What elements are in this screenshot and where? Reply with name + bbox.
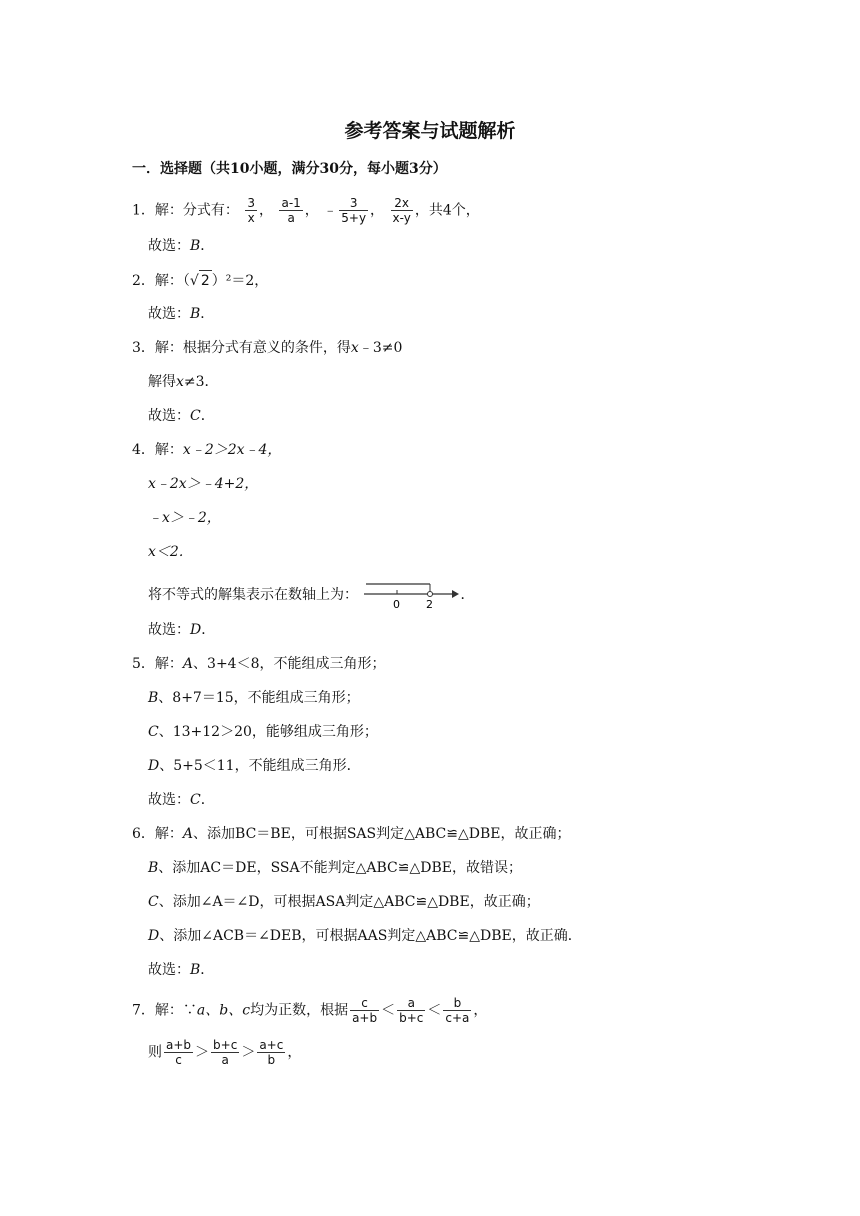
denominator: 5+y [341,211,367,225]
denominator: c+a [445,1011,470,1025]
q6-line [132,824,570,844]
q2-line [132,270,268,291]
q7-mid: 均为正数，根据 [250,1002,349,1019]
answer-letter: B [190,306,201,322]
q4-step [148,542,193,562]
denominator: b+c [399,1011,424,1025]
variables: a、b、c [196,1002,251,1019]
fraction [391,196,413,225]
greater-than: ＞ [241,1044,256,1061]
denominator: b [267,1053,276,1067]
tick-label: 0 [393,598,401,610]
tick-label: 2 [426,598,434,610]
q2-answer [148,304,214,324]
denominator: a [287,211,295,225]
numerator: 2x [391,196,413,211]
fraction [164,1038,193,1067]
answer-suffix: ． [200,306,215,322]
q7-line2 [148,1038,301,1067]
q1-line: 1．解：分式有： $\frac{3}{x}$ ， $\frac{a-1}{a}$ ， ﹣ $\frac{3}{5+y}$ ， $\frac{2x}{x-y}$ ，共4个， [132,196,480,225]
q7-label: 7．解：∵ [132,1002,197,1019]
q4-answer [148,620,215,640]
solve-tail: ≠3． [183,374,219,390]
answer-suffix: ． [200,408,215,424]
sqrt-icon: √ 2 [190,270,212,291]
section-heading: 一．选择题（共10小题，满分30分，每小题3分） [132,161,447,177]
q6-item [148,858,522,878]
answer-letter: B [190,962,201,978]
numerator: 3 [247,196,256,210]
denominator: x [247,211,255,225]
option-text: 、添加AC＝DE，SSA不能判定△ABC≌△DBE，故错误； [158,860,522,876]
minus-sign: ﹣ [323,202,338,219]
numerator: b [443,996,471,1011]
q7-line [132,996,487,1025]
option-text: 、8+7＝15，不能组成三角形； [158,690,360,706]
q7-prefix: 则 [148,1044,162,1061]
fraction [397,996,425,1025]
option-letter: D [148,758,160,774]
numerator: a-1 [281,196,301,210]
step: x﹣2＞2x﹣4， [182,442,282,458]
less-than: ＜ [427,1002,442,1019]
numerator: a+b [166,1038,192,1052]
numerator: b+c [213,1038,238,1052]
fraction [350,996,379,1025]
step: x＜2． [148,544,193,560]
answer-prefix: 故选： [148,408,190,424]
q5-answer [148,790,215,810]
option-text: 、13+12＞20，能够组成三角形； [158,724,378,740]
denominator: c [175,1053,182,1067]
fraction [339,196,368,225]
q6-item [148,926,582,946]
denominator: a [221,1053,229,1067]
option-letter: C [148,724,159,740]
q1-tail: ，共4个， [414,202,480,219]
page-title: 参考答案与试题解析 [344,120,516,142]
fraction [279,196,302,225]
option-letter: A [182,656,194,672]
answer-suffix: ． [200,962,215,978]
option-letter: C [148,894,159,910]
q4-numline-line [148,580,474,610]
variable: x [350,340,359,356]
answer-prefix: 故选： [148,792,190,808]
numerator: a [397,996,425,1011]
q3-answer [148,406,215,426]
answer-letter: C [190,408,201,424]
radicand: 2 [199,270,212,291]
q5-item [148,756,361,776]
numerator: c [350,996,379,1011]
q4-step [148,474,258,494]
q6-label: 6．解： [132,826,183,842]
answer-suffix: ． [200,238,215,254]
q5-item [148,722,378,742]
answer-suffix: ． [201,622,216,638]
q7-tail: ， [473,1002,488,1019]
q3-label: 3．解：根据分式有意义的条件，得 [132,340,351,356]
q5-line [132,654,386,674]
option-text: 、3+4＜8，不能组成三角形； [193,656,386,672]
option-text: 、添加∠ACB＝∠DEB，可根据AAS判定△ABC≌△DBE，故正确． [159,928,582,944]
q4-line [132,440,281,460]
q3-tail: ﹣3≠0 [358,340,403,356]
q5-item [148,688,360,708]
q4-step [148,508,221,528]
option-letter: B [148,690,159,706]
answer-prefix: 故选： [148,622,190,638]
q1-answer [148,236,214,256]
q5-label: 5．解： [132,656,183,672]
answer-letter: C [190,792,201,808]
greater-than: ＞ [195,1044,210,1061]
denominator: x-y [392,211,411,225]
option-text: 、添加∠A＝∠D，可根据ASA判定△ABC≌△DBE，故正确； [158,894,540,910]
fraction [257,1038,285,1067]
option-letter: B [148,860,159,876]
answer-prefix: 故选： [148,962,190,978]
numerator: a+c [259,1038,284,1052]
q3-solve [148,372,219,392]
variable: x [176,374,184,390]
step: x﹣2x＞﹣4+2， [148,476,259,492]
numline-end: ． [460,587,475,603]
fraction [443,996,471,1025]
q7-tail: ， [287,1044,302,1061]
option-letter: D [148,928,160,944]
option-text: 、5+5＜11，不能组成三角形． [159,758,361,774]
fraction [211,1038,239,1067]
option-text: 、添加BC＝BE，可根据SAS判定△ABC≌△DBE，故正确； [193,826,571,842]
q2-label: 2．解：（ [132,273,190,289]
option-letter: A [182,826,194,842]
answer-prefix: 故选： [148,238,190,254]
answer-prefix: 故选： [148,306,190,322]
q6-answer [148,960,214,980]
answer-letter: D [190,622,202,638]
step: ﹣x＞﹣2， [148,510,221,526]
q3-line [132,338,402,358]
numerator: 3 [339,196,368,211]
answer-letter: B [190,238,201,254]
q6-item [148,892,540,912]
less-than: ＜ [381,1002,396,1019]
numline-text: 将不等式的解集表示在数轴上为： [148,587,358,603]
q2-tail: ）²＝2， [211,273,269,289]
q4-label: 4．解： [132,442,183,458]
number-line-figure [362,580,460,610]
number-line-icon [362,580,460,610]
fraction [245,196,257,225]
answer-suffix: ． [200,792,215,808]
denominator: a+b [352,1011,378,1025]
solve-prefix: 解得 [148,374,176,390]
q1-label: 1．解：分式有： [132,202,239,219]
